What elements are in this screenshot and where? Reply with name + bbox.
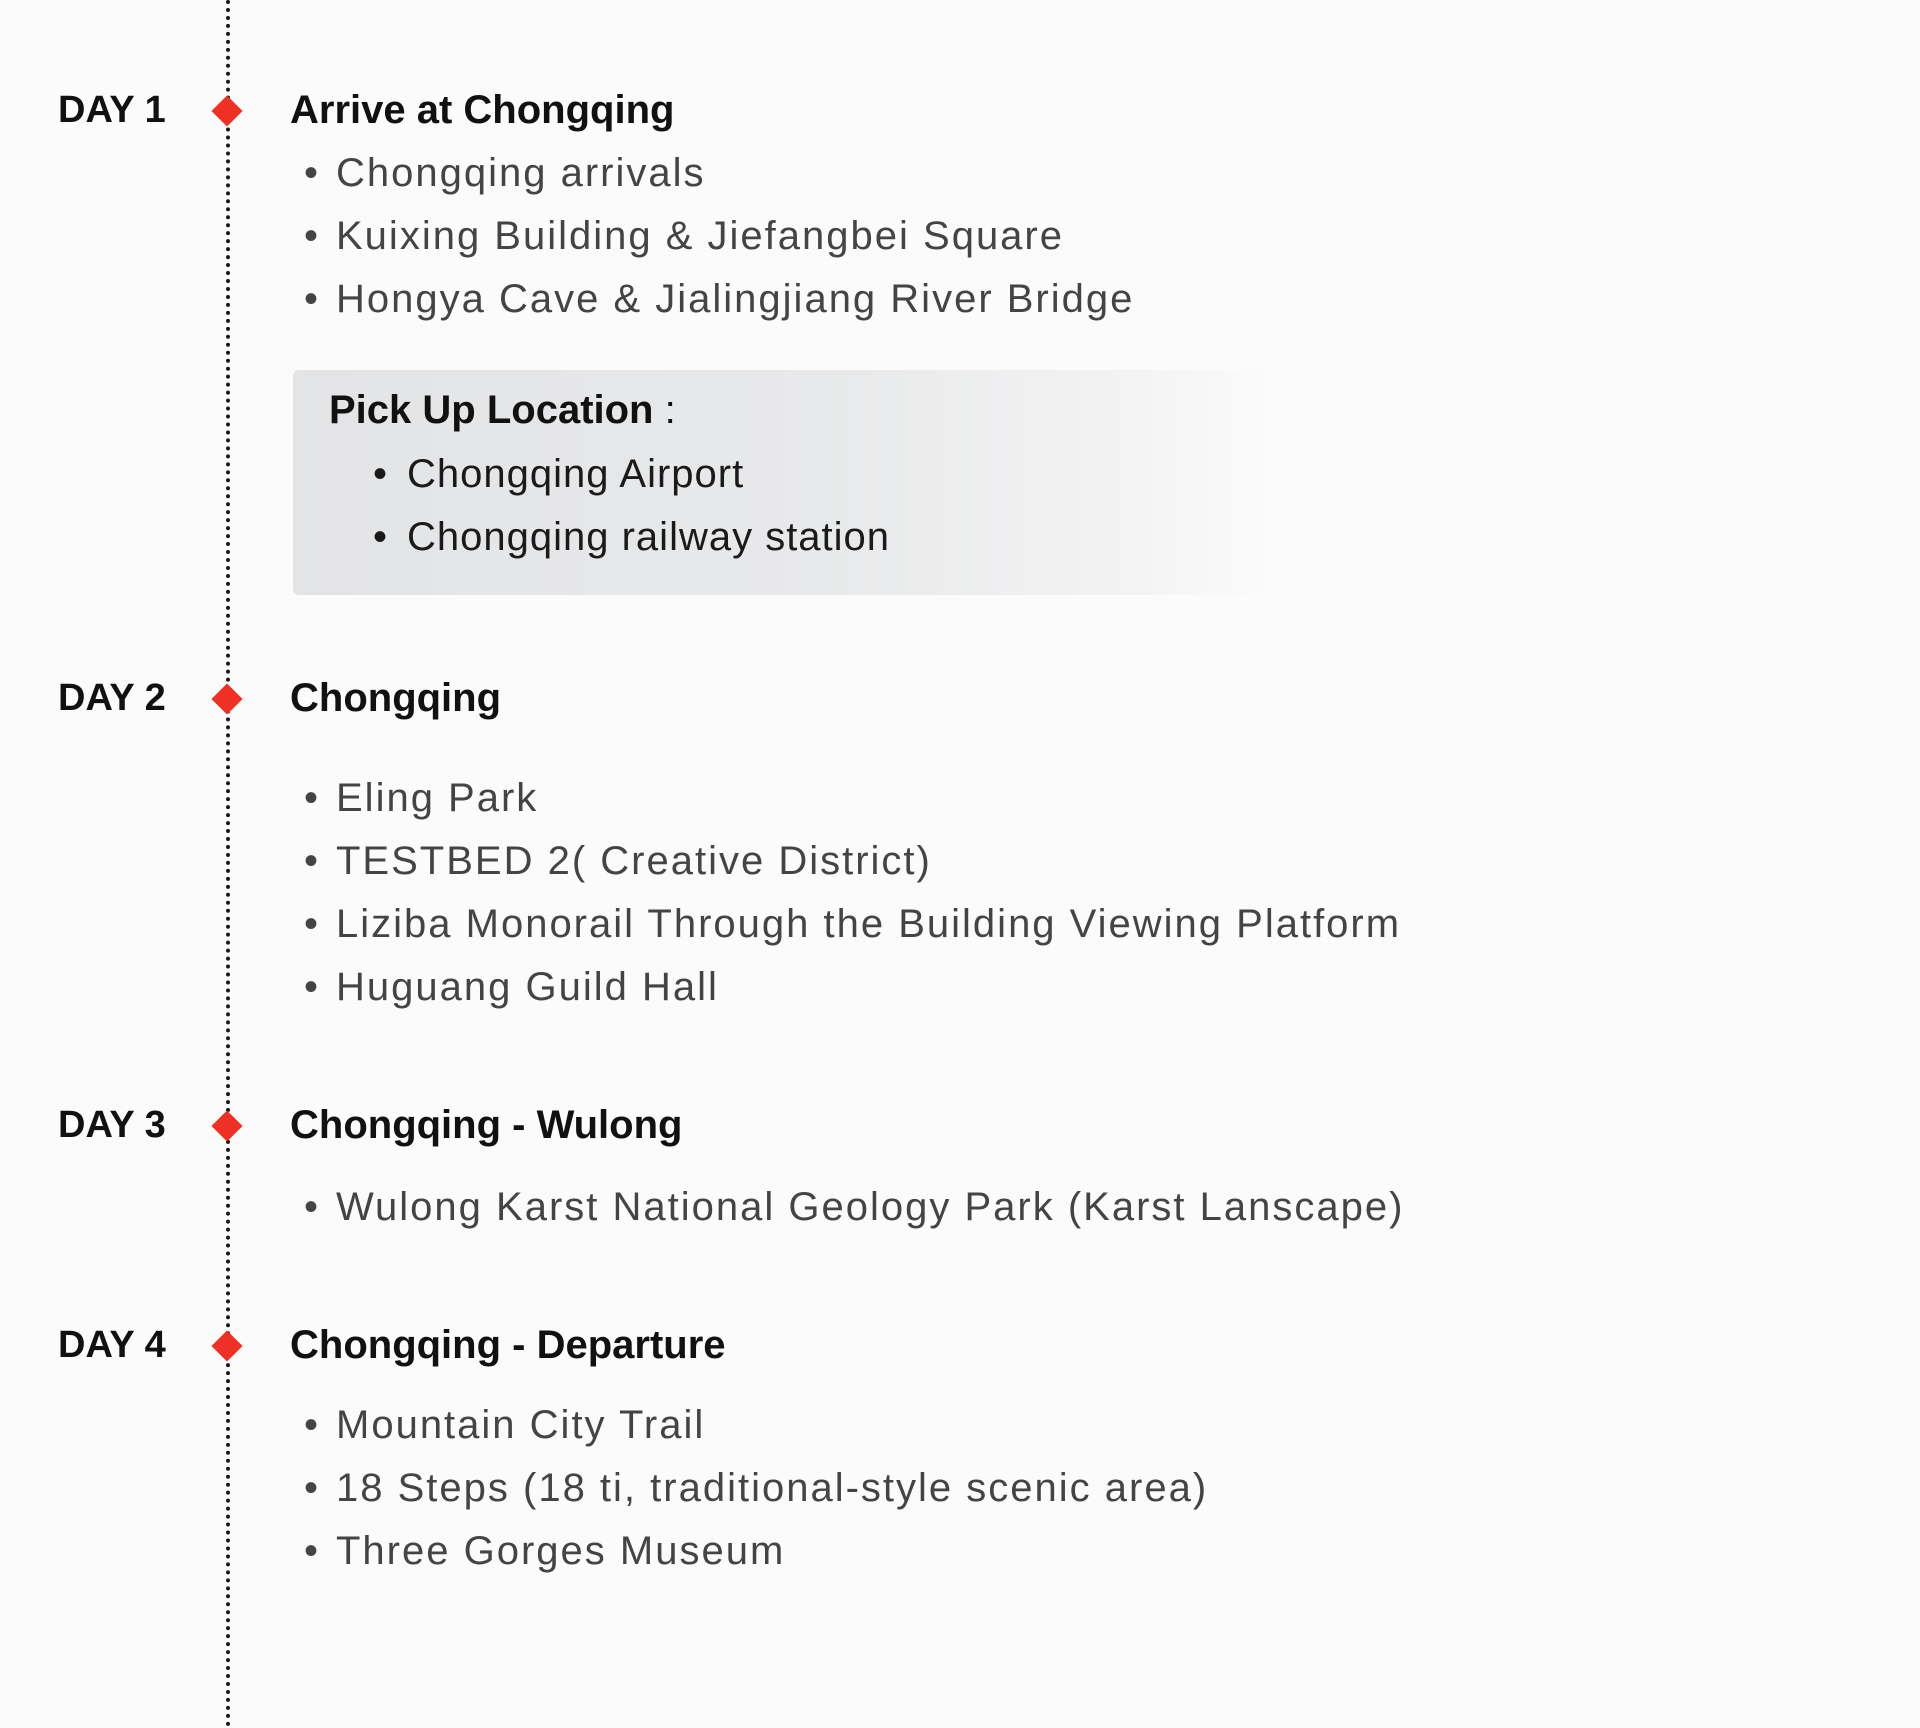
bullet-icon: • (304, 902, 321, 946)
bullet-icon: • (304, 965, 321, 1009)
bullet-icon: • (304, 151, 321, 195)
day-title: Arrive at Chongqing (290, 88, 675, 132)
timeline-diamond-icon (211, 1110, 242, 1141)
day-items-list (304, 151, 1135, 340)
pickup-list (373, 452, 891, 578)
day-label: DAY 3 (58, 1104, 166, 1146)
bullet-icon: • (373, 515, 389, 559)
day-title: Chongqing - Departure (290, 1323, 726, 1367)
list-item: • Chongqing railway station (373, 515, 891, 559)
bullet-icon: • (304, 839, 321, 883)
list-item: • Three Gorges Museum (304, 1529, 786, 1573)
list-item: • Kuixing Building & Jiefangbei Square (304, 214, 1064, 258)
day-items-list (304, 776, 1402, 1028)
day-label: DAY 2 (58, 677, 166, 719)
list-item: • Chongqing Airport (373, 452, 745, 496)
bullet-icon: • (373, 452, 389, 496)
list-item: • 18 Steps (18 ti, traditional-style scenic area) (304, 1466, 1209, 1510)
day-items-list (304, 1403, 1209, 1592)
bullet-icon: • (304, 277, 321, 321)
bullet-icon: • (304, 214, 321, 258)
pickup-title: Pick Up Location : (329, 388, 676, 432)
list-item: • Huguang Guild Hall (304, 965, 719, 1009)
timeline-diamond-icon (211, 95, 242, 126)
bullet-icon: • (304, 1466, 321, 1510)
day-label: DAY 1 (58, 89, 166, 131)
list-item: • Wulong Karst National Geology Park (Karst Lanscape) (304, 1185, 1405, 1229)
day-title: Chongqing - Wulong (290, 1103, 683, 1147)
list-item: • TESTBED 2( Creative District) (304, 839, 932, 883)
pickup-location-box (293, 370, 1273, 595)
day-label: DAY 4 (58, 1324, 166, 1366)
bullet-icon: • (304, 1403, 321, 1447)
day-items-list (304, 1185, 1405, 1248)
list-item: • Liziba Monorail Through the Building Viewing Platform (304, 902, 1402, 946)
timeline-line (226, 0, 230, 1728)
list-item: • Mountain City Trail (304, 1403, 706, 1447)
bullet-icon: • (304, 1185, 321, 1229)
timeline-diamond-icon (211, 1330, 242, 1361)
bullet-icon: • (304, 1529, 321, 1573)
list-item: • Eling Park (304, 776, 539, 820)
day-title: Chongqing (290, 676, 502, 720)
list-item: • Hongya Cave & Jialingjiang River Bridge (304, 277, 1135, 321)
list-item: • Chongqing arrivals (304, 151, 706, 195)
timeline-diamond-icon (211, 683, 242, 714)
bullet-icon: • (304, 776, 321, 820)
